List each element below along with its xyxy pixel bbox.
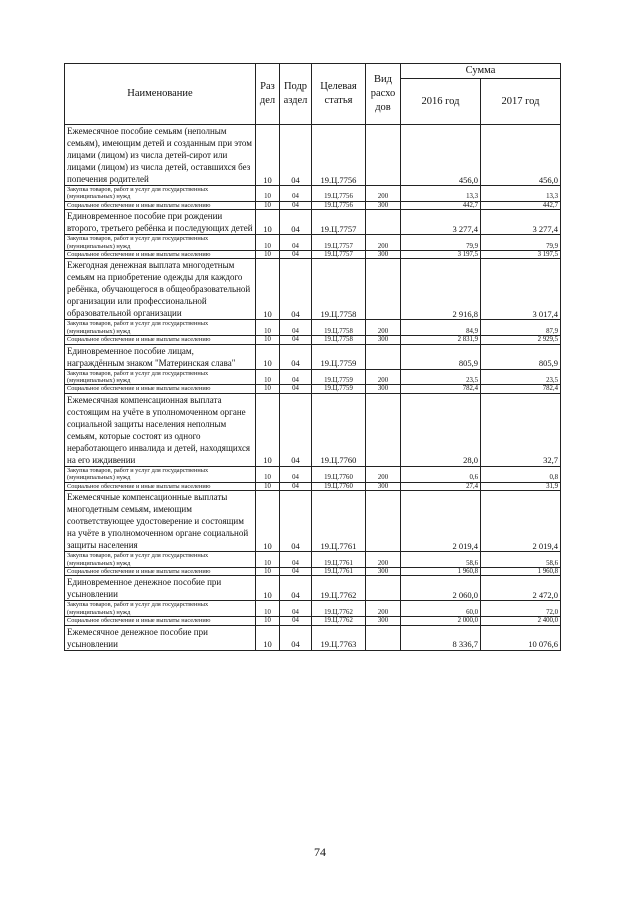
- row-section: 10: [256, 344, 280, 369]
- row-section: 10: [256, 336, 280, 344]
- row-target-article: 19.Ц.7760: [312, 466, 366, 482]
- row-amount-2017: 456,0: [481, 125, 561, 186]
- row-amount-2016: 2 916,8: [401, 259, 481, 320]
- row-amount-2016: 13,3: [401, 186, 481, 202]
- row-amount-2017: 2 400,0: [481, 617, 561, 625]
- row-section: 10: [256, 320, 280, 336]
- row-expense-type: 300: [366, 482, 401, 490]
- row-subsection: 04: [280, 601, 312, 617]
- row-target-article: 19.Ц.7762: [312, 617, 366, 625]
- row-amount-2017: 87,9: [481, 320, 561, 336]
- row-name: Закупка товаров, работ и услуг для государственных (муниципальных) нужд: [65, 186, 256, 202]
- row-name: Социальное обеспечение и иные выплаты населению: [65, 385, 256, 393]
- row-subsection: 04: [280, 369, 312, 385]
- row-name: Единовременное пособие лицам, награждённым знаком "Материнская слава": [65, 344, 256, 369]
- row-subsection: 04: [280, 210, 312, 235]
- row-subsection: 04: [280, 625, 312, 650]
- row-subsection: 04: [280, 235, 312, 251]
- table-row: [65, 617, 561, 625]
- row-name: Социальное обеспечение и иные выплаты населению: [65, 251, 256, 259]
- row-target-article: 19.Ц.7762: [312, 576, 366, 601]
- row-expense-type: 300: [366, 336, 401, 344]
- row-subsection: 04: [280, 344, 312, 369]
- row-target-article: 19.Ц.7758: [312, 336, 366, 344]
- row-target-article: 19.Ц.7757: [312, 251, 366, 259]
- table-row: [65, 369, 561, 385]
- row-section: 10: [256, 201, 280, 209]
- table-row: [65, 482, 561, 490]
- row-amount-2016: 2 019,4: [401, 491, 481, 552]
- row-subsection: 04: [280, 552, 312, 568]
- header-expense-type: Вид расхо дов: [366, 64, 401, 125]
- table-row: [65, 552, 561, 568]
- table-row: [65, 466, 561, 482]
- row-expense-type: [366, 125, 401, 186]
- row-name: Ежемесячные компенсационные выплаты многодетным семьям, имеющим соответствующее удостоверение и состоящим на учёте в уполномоченном органе социальной защиты населения: [65, 491, 256, 552]
- row-name: Социальное обеспечение и иные выплаты населению: [65, 336, 256, 344]
- table-row: [65, 210, 561, 235]
- row-expense-type: [366, 625, 401, 650]
- row-amount-2017: 2 929,5: [481, 336, 561, 344]
- row-section: 10: [256, 617, 280, 625]
- row-amount-2016: 60,0: [401, 601, 481, 617]
- table-body: [65, 125, 561, 651]
- row-section: 10: [256, 251, 280, 259]
- row-target-article: 19.Ц.7761: [312, 491, 366, 552]
- header-name: Наименование: [65, 64, 256, 125]
- row-amount-2016: 2 831,9: [401, 336, 481, 344]
- row-amount-2017: 805,9: [481, 344, 561, 369]
- row-section: 10: [256, 625, 280, 650]
- row-name: Единовременное денежное пособие при усыновлении: [65, 576, 256, 601]
- row-expense-type: 300: [366, 617, 401, 625]
- row-expense-type: 200: [366, 320, 401, 336]
- header-year-2016: 2016 год: [401, 79, 481, 125]
- row-name: Ежемесячное денежное пособие при усыновлении: [65, 625, 256, 650]
- header-subsection: Подр аздел: [280, 64, 312, 125]
- row-amount-2016: 28,0: [401, 393, 481, 466]
- row-expense-type: 300: [366, 201, 401, 209]
- row-amount-2017: 3 277,4: [481, 210, 561, 235]
- row-target-article: 19.Ц.7761: [312, 552, 366, 568]
- table-row: [65, 385, 561, 393]
- table-row: [65, 259, 561, 320]
- row-amount-2016: 1 960,8: [401, 567, 481, 575]
- row-subsection: 04: [280, 186, 312, 202]
- table-row: [65, 491, 561, 552]
- row-subsection: 04: [280, 201, 312, 209]
- row-section: 10: [256, 125, 280, 186]
- row-amount-2017: 13,3: [481, 186, 561, 202]
- row-amount-2016: 79,9: [401, 235, 481, 251]
- row-section: 10: [256, 466, 280, 482]
- row-expense-type: 200: [366, 466, 401, 482]
- row-subsection: 04: [280, 617, 312, 625]
- row-expense-type: 200: [366, 235, 401, 251]
- row-amount-2016: 8 336,7: [401, 625, 481, 650]
- table-row: [65, 601, 561, 617]
- row-subsection: 04: [280, 482, 312, 490]
- row-name: Закупка товаров, работ и услуг для государственных (муниципальных) нужд: [65, 601, 256, 617]
- row-name: Социальное обеспечение и иные выплаты населению: [65, 482, 256, 490]
- row-target-article: 19.Ц.7763: [312, 625, 366, 650]
- row-name: Социальное обеспечение и иные выплаты населению: [65, 567, 256, 575]
- row-name: Единовременное пособие при рождении второго, третьего ребёнка и последующих детей: [65, 210, 256, 235]
- row-name: Закупка товаров, работ и услуг для государственных (муниципальных) нужд: [65, 235, 256, 251]
- row-subsection: 04: [280, 251, 312, 259]
- row-amount-2017: 3 017,4: [481, 259, 561, 320]
- row-amount-2016: 2 000,0: [401, 617, 481, 625]
- row-amount-2017: 3 197,5: [481, 251, 561, 259]
- row-subsection: 04: [280, 259, 312, 320]
- row-amount-2016: 3 277,4: [401, 210, 481, 235]
- header-section: Раз дел: [256, 64, 280, 125]
- row-amount-2016: 58,6: [401, 552, 481, 568]
- row-expense-type: 300: [366, 567, 401, 575]
- row-amount-2017: 79,9: [481, 235, 561, 251]
- row-target-article: 19.Ц.7760: [312, 482, 366, 490]
- table-row: [65, 125, 561, 186]
- row-expense-type: [366, 393, 401, 466]
- row-section: 10: [256, 369, 280, 385]
- row-name: Закупка товаров, работ и услуг для государственных (муниципальных) нужд: [65, 552, 256, 568]
- row-section: 10: [256, 567, 280, 575]
- row-amount-2016: 84,9: [401, 320, 481, 336]
- row-amount-2017: 32,7: [481, 393, 561, 466]
- row-subsection: 04: [280, 491, 312, 552]
- row-section: 10: [256, 235, 280, 251]
- row-target-article: 19.Ц.7759: [312, 369, 366, 385]
- row-target-article: 19.Ц.7759: [312, 385, 366, 393]
- row-subsection: 04: [280, 320, 312, 336]
- row-section: 10: [256, 385, 280, 393]
- budget-table: [64, 63, 561, 651]
- header-year-2017: 2017 год: [481, 79, 561, 125]
- table-row: [65, 201, 561, 209]
- page-number: 74: [314, 845, 326, 859]
- row-target-article: 19.Ц.7757: [312, 235, 366, 251]
- row-section: 10: [256, 210, 280, 235]
- row-amount-2016: 442,7: [401, 201, 481, 209]
- row-amount-2017: 58,6: [481, 552, 561, 568]
- row-section: 10: [256, 576, 280, 601]
- table-row: [65, 393, 561, 466]
- row-amount-2017: 2 472,0: [481, 576, 561, 601]
- row-expense-type: 200: [366, 369, 401, 385]
- row-expense-type: 200: [366, 601, 401, 617]
- row-amount-2017: 31,9: [481, 482, 561, 490]
- table-row: [65, 251, 561, 259]
- row-subsection: 04: [280, 385, 312, 393]
- row-target-article: 19.Ц.7762: [312, 601, 366, 617]
- row-name: Закупка товаров, работ и услуг для государственных (муниципальных) нужд: [65, 466, 256, 482]
- row-subsection: 04: [280, 336, 312, 344]
- row-amount-2016: 3 197,5: [401, 251, 481, 259]
- row-name: Социальное обеспечение и иные выплаты населению: [65, 617, 256, 625]
- row-expense-type: [366, 259, 401, 320]
- table-row: [65, 186, 561, 202]
- row-subsection: 04: [280, 466, 312, 482]
- row-target-article: 19.Ц.7758: [312, 259, 366, 320]
- row-section: 10: [256, 482, 280, 490]
- row-name: Закупка товаров, работ и услуг для государственных (муниципальных) нужд: [65, 320, 256, 336]
- table-row: [65, 344, 561, 369]
- table-row: [65, 567, 561, 575]
- row-amount-2017: 72,0: [481, 601, 561, 617]
- row-amount-2016: 456,0: [401, 125, 481, 186]
- row-amount-2016: 27,4: [401, 482, 481, 490]
- row-expense-type: 300: [366, 251, 401, 259]
- row-expense-type: [366, 576, 401, 601]
- row-section: 10: [256, 186, 280, 202]
- row-subsection: 04: [280, 393, 312, 466]
- row-amount-2016: 805,9: [401, 344, 481, 369]
- row-expense-type: 200: [366, 186, 401, 202]
- row-section: 10: [256, 552, 280, 568]
- row-section: 10: [256, 259, 280, 320]
- row-target-article: 19.Ц.7757: [312, 210, 366, 235]
- row-amount-2016: 2 060,0: [401, 576, 481, 601]
- row-expense-type: 300: [366, 385, 401, 393]
- table-row: [65, 336, 561, 344]
- header-sum: Сумма: [401, 64, 561, 79]
- row-target-article: 19.Ц.7758: [312, 320, 366, 336]
- row-amount-2017: 23,5: [481, 369, 561, 385]
- row-amount-2017: 442,7: [481, 201, 561, 209]
- row-name: Социальное обеспечение и иные выплаты населению: [65, 201, 256, 209]
- row-name: Ежемесячное пособие семьям (неполным семьям), имеющим детей и созданным при этом лицами (лицом) из числа детей-сирот или лицами (лицом) из числа детей, оставшихся без попечения родителей: [65, 125, 256, 186]
- row-name: Ежемесячная компенсационная выплата состоящим на учёте в уполномоченном органе социальной защиты населения неполным семьям, которые состоят из одного неработающего инвалида и детей, находящихся на его иждивении: [65, 393, 256, 466]
- row-section: 10: [256, 393, 280, 466]
- table-row: [65, 320, 561, 336]
- row-target-article: 19.Ц.7756: [312, 186, 366, 202]
- row-target-article: 19.Ц.7761: [312, 567, 366, 575]
- row-amount-2017: 1 960,8: [481, 567, 561, 575]
- row-expense-type: [366, 491, 401, 552]
- row-expense-type: [366, 210, 401, 235]
- row-subsection: 04: [280, 567, 312, 575]
- row-section: 10: [256, 491, 280, 552]
- row-amount-2017: 0,8: [481, 466, 561, 482]
- row-amount-2017: 782,4: [481, 385, 561, 393]
- row-name: Закупка товаров, работ и услуг для государственных (муниципальных) нужд: [65, 369, 256, 385]
- row-target-article: 19.Ц.7756: [312, 125, 366, 186]
- row-amount-2016: 0,6: [401, 466, 481, 482]
- row-target-article: 19.Ц.7759: [312, 344, 366, 369]
- row-amount-2016: 782,4: [401, 385, 481, 393]
- table-row: [65, 235, 561, 251]
- row-name: Ежегодная денежная выплата многодетным семьям на приобретение одежды для каждого ребёнка, обучающегося в общеобразовательной организации или профессиональной образовательной организации: [65, 259, 256, 320]
- row-amount-2017: 2 019,4: [481, 491, 561, 552]
- row-amount-2017: 10 076,6: [481, 625, 561, 650]
- table-row: [65, 625, 561, 650]
- row-target-article: 19.Ц.7756: [312, 201, 366, 209]
- table-row: [65, 576, 561, 601]
- row-amount-2016: 23,5: [401, 369, 481, 385]
- row-expense-type: [366, 344, 401, 369]
- header-target-article: Целевая статья: [312, 64, 366, 125]
- row-subsection: 04: [280, 576, 312, 601]
- row-subsection: 04: [280, 125, 312, 186]
- row-expense-type: 200: [366, 552, 401, 568]
- row-target-article: 19.Ц.7760: [312, 393, 366, 466]
- row-section: 10: [256, 601, 280, 617]
